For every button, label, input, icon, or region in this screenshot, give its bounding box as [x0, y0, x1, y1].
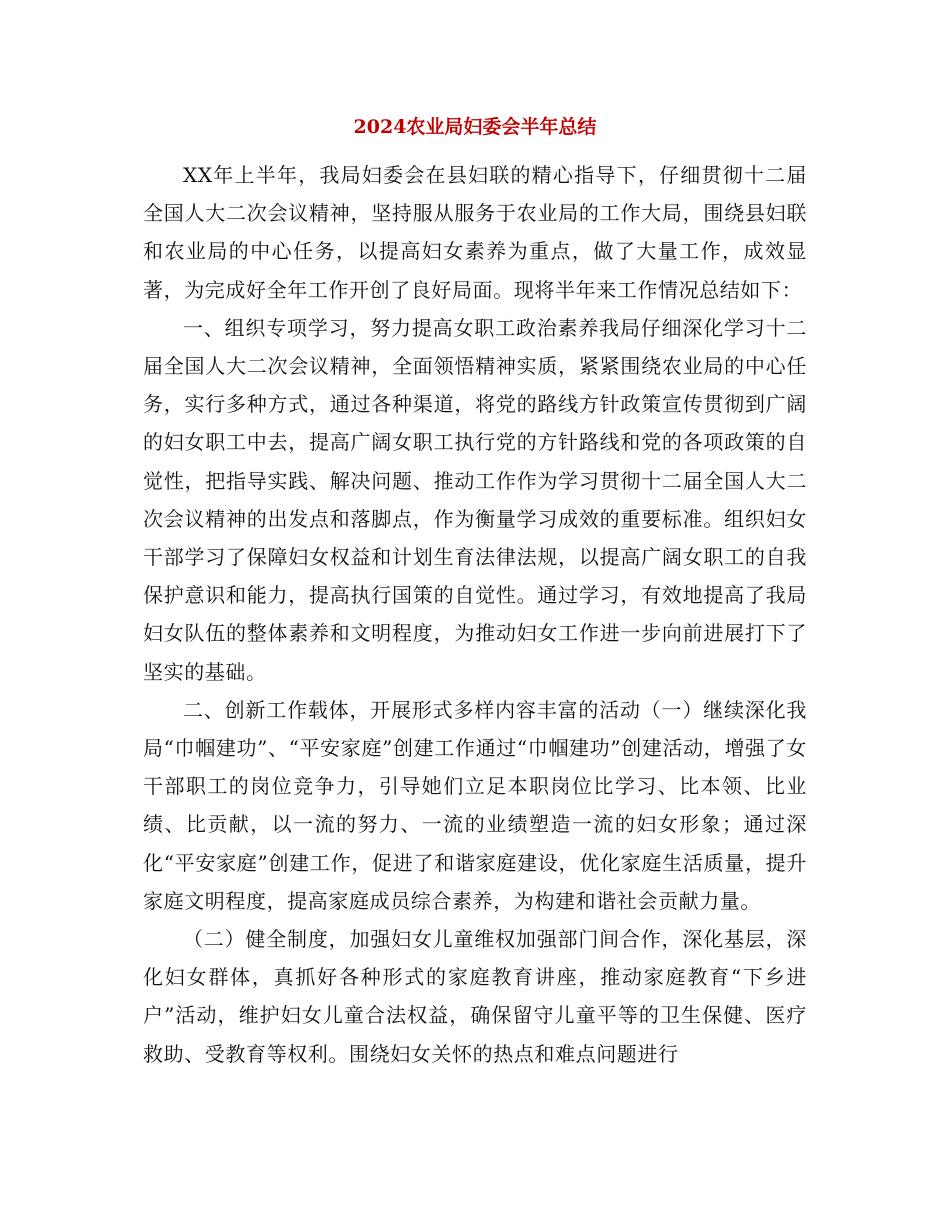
document-title: 2024农业局妇委会半年总结 [353, 116, 597, 138]
paragraph-section-2-sub-2: （二）健全制度，加强妇女儿童维权加强部门间合作，深化基层，深化妇女群体，真抓好各种形式的家庭教育讲座，推动家庭教育“下乡进户”活动，维护妇女儿童合法权益，确保留守儿童平等的卫生保健、医疗救助、受教育等权利。围绕妇女关怀的热点和难点问题进行 [143, 927, 807, 1066]
paragraph-section-1: 一、组织专项学习，努力提高女职工政治素养我局仔细深化学习十二届全国人大二次会议精神，全面领悟精神实质，紧紧围绕农业局的中心任务，实行多种方式，通过各种渠道，将党的路线方针政策宣传贯彻到广阔的妇女职工中去，提高广阔女职工执行党的方针路线和党的各项政策的自觉性，把指导实践、解决问题、推动工作作为学习贯彻十二届全国人大二次会议精神的出发点和落脚点，作为衡量学习成效的重要标准。组织妇女干部学习了保障妇女权益和计划生育法律法规，以提高广阔女职工的自我保护意识和能力，提高执行国策的自觉性。通过学习，有效地提高了我局妇女队伍的整体素养和文明程度，为推动妇女工作进一步向前进展打下了坚实的基础。 [143, 315, 807, 684]
paragraph-intro: XX年上半年，我局妇委会在县妇联的精心指导下，仔细贯彻十二届全国人大二次会议精神，坚持服从服务于农业局的工作大局，围绕县妇联和农业局的中心任务，以提高妇女素养为重点，做了大量工作，成效显著，为完成好全年工作开创了良好局面。现将半年来工作情况总结如下： [143, 163, 807, 302]
paragraph-section-2: 二、创新工作载体，开展形式多样内容丰富的活动（一）继续深化我局“巾帼建功”、“平安家庭”创建工作通过“巾帼建功”创建活动，增强了女干部职工的岗位竞争力，引导她们立足本职岗位比学习、比本领、比业绩、比贡献，以一流的努力、一流的业绩塑造一流的妇女形象；通过深化“平安家庭”创建工作，促进了和谐家庭建设，优化家庭生活质量，提升家庭文明程度，提高家庭成员综合素养，为构建和谐社会贡献力量。 [143, 697, 807, 913]
document-body [143, 156, 807, 1073]
